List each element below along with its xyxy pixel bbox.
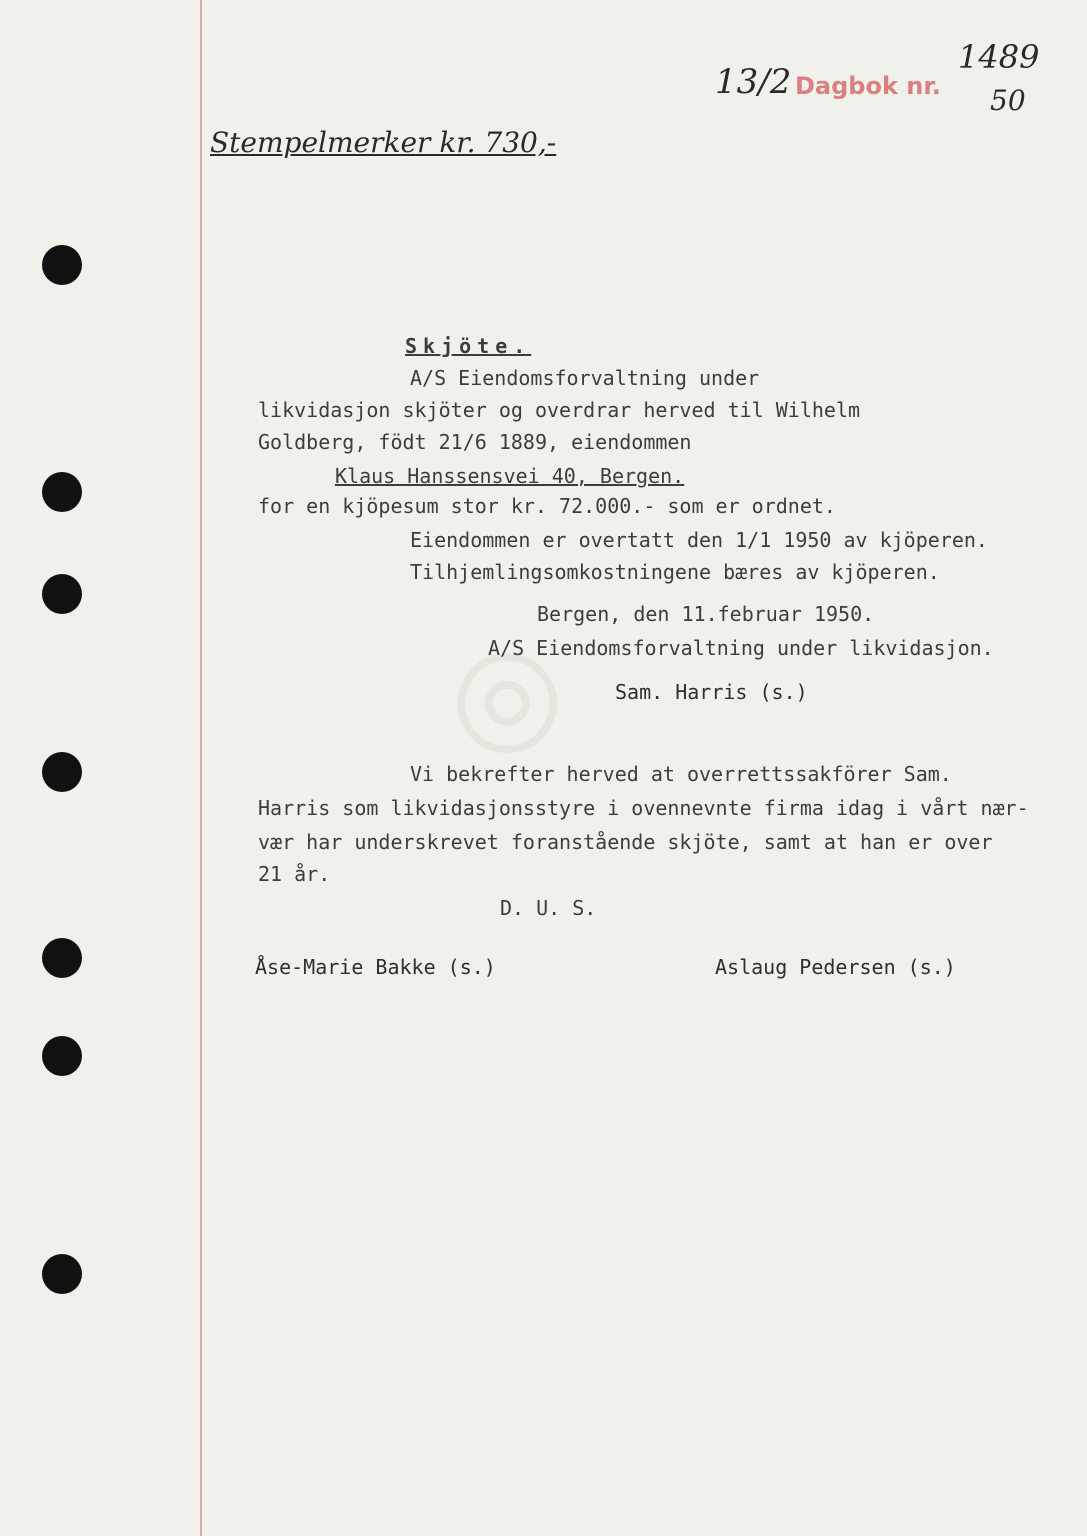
witness-right: Aslaug Pedersen (s.) [715, 955, 956, 979]
punch-hole [42, 472, 82, 512]
watermark: ◎ [420, 646, 572, 760]
body-line: for en kjöpesum stor kr. 72.000.- som er ordnet. [258, 494, 836, 518]
stamp-date: 13/2 [715, 62, 792, 102]
attest-line: vær har underskrevet foranstående skjöte, samt at han er over [258, 830, 993, 854]
document-title: Skjöte. [405, 334, 532, 358]
punch-hole [42, 938, 82, 978]
witness-left: Åse-Marie Bakke (s.) [255, 955, 496, 979]
punch-hole [42, 245, 82, 285]
body-line: Goldberg, födt 21/6 1889, eiendommen [258, 430, 692, 454]
attest-line: Harris som likvidasjonsstyre i ovennevnte firma idag i vårt nær- [258, 796, 1029, 820]
property-address: Klaus Hanssensvei 40, Bergen. [335, 464, 685, 488]
punch-hole [42, 574, 82, 614]
dagbok-stamp: Dagbok nr. [795, 72, 941, 100]
margin-line [200, 0, 202, 1536]
dagbok-year: 50 [990, 84, 1026, 117]
body-line: Eiendommen er overtatt den 1/1 1950 av kjöperen. [410, 528, 988, 552]
punch-hole [42, 752, 82, 792]
company-name: A/S Eiendomsforvaltning under likvidasjon. [488, 636, 994, 660]
dus-mark: D. U. S. [500, 896, 597, 920]
stamp-duty: Stempelmerker kr. 730,- [210, 126, 557, 159]
body-line: A/S Eiendomsforvaltning under [410, 366, 760, 390]
place-date: Bergen, den 11.februar 1950. [537, 602, 875, 626]
attest-line: 21 år. [258, 862, 331, 886]
dagbok-number: 1489 [958, 38, 1040, 76]
body-line: likvidasjon skjöter og overdrar herved til Wilhelm [258, 398, 861, 422]
punch-hole [42, 1254, 82, 1294]
body-line: Tilhjemlingsomkostningene bæres av kjöperen. [410, 560, 940, 584]
attest-line: Vi bekrefter herved at overrettssakförer Sam. [410, 762, 952, 786]
punch-hole [42, 1036, 82, 1076]
signature: Sam. Harris (s.) [615, 680, 808, 704]
